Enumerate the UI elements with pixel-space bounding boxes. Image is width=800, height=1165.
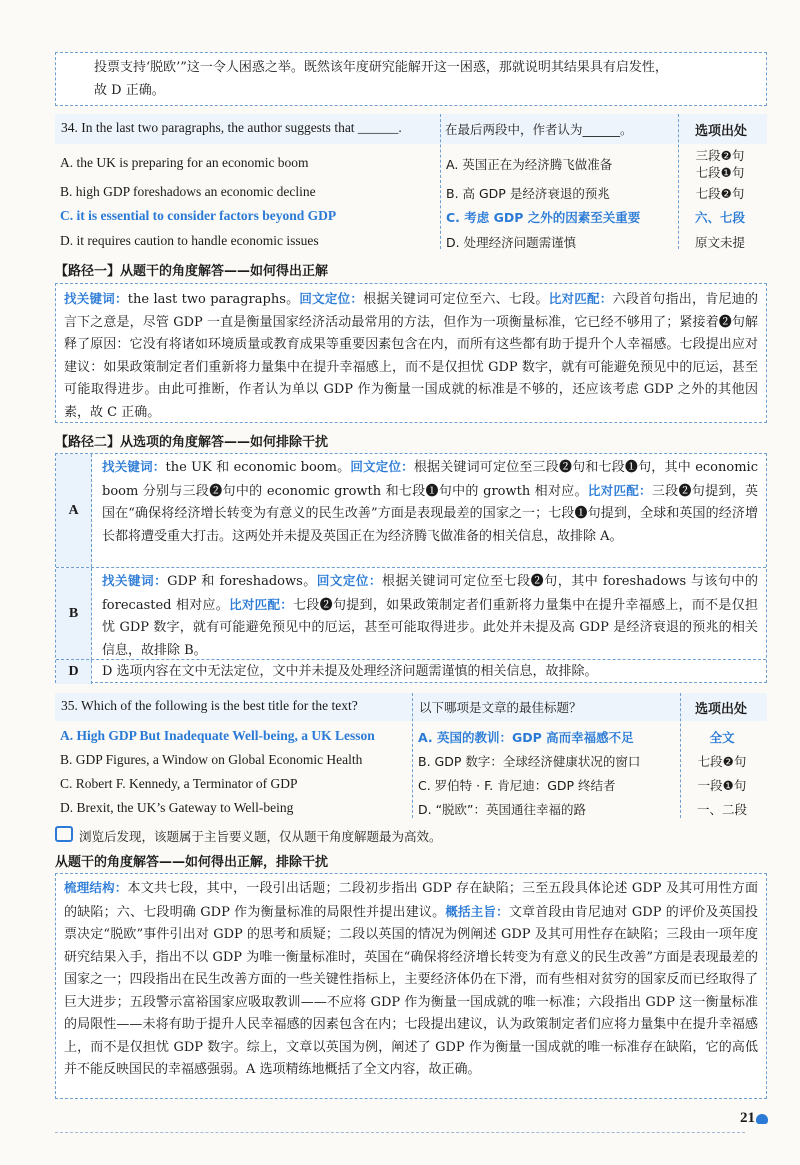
q35-option-c-cn: C. 罗伯特 · F. 肯尼迪：GDP 终结者 <box>418 778 616 793</box>
page-number: 21 <box>740 1110 755 1126</box>
row-b-kw3: 比对匹配： <box>229 596 294 612</box>
summary-t1: 本文共七段，其中，一段引出话题；二段初步指出 GDP 存在缺陷；三至五段具体论述 GDP 及其可用性方面的缺陷；六、七段明确 GDP 作为衡量标准的局限性并提出建议。 <box>64 881 758 920</box>
q35-divider <box>412 693 413 818</box>
q35-question-cn: 以下哪项是文章的最佳标题？ <box>419 700 582 715</box>
row-b-t3: 七段❷句提到，如果政策制定者们重新将力量集中在提升幸福感上，而不是仅担忧 GDP 数字，就有可能避免预见中的厄运，甚至可能取得进步。此处并未提及高 GDP 是经济衰退的预兆的相关信息，故排除 B。 <box>102 597 758 658</box>
summary-kw1: 梳理结构： <box>64 880 128 895</box>
page-mark-icon <box>756 1114 768 1124</box>
q35-option-a-cn: A. 英国的教训：GDP 高而幸福感不足 <box>418 730 634 745</box>
row-a-t1: the UK 和 economic boom。 <box>165 460 351 475</box>
path1-box <box>55 283 767 423</box>
path2-box <box>55 453 767 683</box>
path1-title: 【路径一】从题干的角度解答——如何得出正解 <box>55 264 329 279</box>
row-a-t3: 三段❷句提到，英国在“确保将经济增长转变为有意义的民生改善”方面是表现最差的国家之一；七段❶句提到，全球和英国的经济增长都将遭受重大打击。这两处并未提及英国正在为经济腾飞做准备的相关信息，故排除 A。 <box>102 483 758 544</box>
q34-option-b-en: B. high GDP foreshadows an economic decline <box>60 184 316 199</box>
summary-box <box>55 873 767 1099</box>
q34-option-c-src: 六、七段 <box>694 210 745 225</box>
summary-text <box>64 877 758 1082</box>
row-b-kw1: 找关键词： <box>102 573 168 588</box>
row-b-kw2: 回文定位： <box>316 573 382 588</box>
path3-title: 从题干的角度解答——如何得出正解，排除干扰 <box>55 855 329 870</box>
q35-question-en: 35. Which of the following is the best title for the text? <box>61 698 358 713</box>
q35-option-a-en: A. High GDP But Inadequate Well-being, a UK Lesson <box>60 728 375 743</box>
row-a-kw1: 找关键词： <box>102 459 166 474</box>
row-a-kw2: 回文定位： <box>350 459 414 474</box>
row-a-t2: 根据关键词可定位至三段❷句和七段❶句，其中 economic boom 分别与三段❷句中的 economic growth 和七段❶句中的 growth 相对应。 <box>102 460 758 499</box>
row-b-t1: GDP 和 foreshadows。 <box>167 574 317 589</box>
pointing-hand-icon <box>55 826 73 842</box>
row-a-label: A <box>56 454 92 567</box>
q35-header-row <box>55 693 767 721</box>
q35-divider-2 <box>680 693 681 818</box>
q35-option-d-cn: D. “脱欧”：英国通往幸福的路 <box>418 802 587 817</box>
q34-option-d-cn: D. 处理经济问题需谨慎 <box>446 235 577 250</box>
q35-option-d-src: 一、二段 <box>696 802 747 817</box>
bottom-divider <box>55 1132 745 1133</box>
q35-option-c-src: 一段❶句 <box>697 778 747 793</box>
q34-option-a-en: A. the UK is preparing for an economic boom <box>60 155 309 170</box>
q35-option-d-en: D. Brexit, the UK’s Gateway to Well-being <box>60 800 294 815</box>
q34-option-b-cn: B. 高 GDP 是经济衰退的预兆 <box>446 186 610 201</box>
note-line <box>55 826 442 845</box>
row-b-t2: 根据关键词可定位至七段❷句，其中 foreshadows 与该句中的 forecasted 相对应。 <box>102 574 758 613</box>
q34-divider <box>440 114 441 249</box>
q35-option-b-src: 七段❷句 <box>697 754 747 769</box>
q34-divider-2 <box>678 114 679 249</box>
q34-option-c-en: C. it is essential to consider factors beyond GDP <box>60 208 337 223</box>
q34-option-a-src2: 七段❶句 <box>695 165 745 180</box>
path1-kw1: 找关键词： <box>64 291 128 306</box>
row-d-text: D 选项内容在文中无法定位，文中并未提及处理经济问题需谨慎的相关信息，故排除。 <box>102 664 598 679</box>
q35-option-a-src: 全文 <box>709 730 735 745</box>
note-text: 浏览后发现，该题属于主旨要义题，仅从题干角度解题最为高效。 <box>79 829 442 844</box>
path2-row-b <box>56 567 766 660</box>
summary-t2: 文章首段由肯尼迪对 GDP 的评价及英国投票决定“脱欧”事件引出对 GDP 的思考和质疑；二段以英国的情况为例阐述 GDP 及其可用性存在缺陷；三段由一项年度研究结果入手，指出不以 GDP 为唯一衡量标准时，英国在“确保将经济增长转变为有意义的民生改善”方面是表现最差的国家之一；四段指出在民生改善方面的一些关键性指标上，主要经济体仍在下滑，而有些相对贫穷的国家反而已经取得了巨大进步；五段警示富裕国家应吸取教训——不应将 GDP 作为衡量一国成就的唯一标准；六段指出 GDP 这一衡量标准的局限性——未将有助于提升人民幸福感的因素包含在内；七段提出建议，认为政策制定者们应将力量集中在提升幸福感上，而不是仅担忧 GDP 数字。综上，文章以英国为例，阐述了 GDP 作为衡量一国成就的唯一标准存在缺陷，它的高低并不能反映国民的幸福感强弱。A 选项精练地概括了全文内容，故正确。 <box>64 904 758 1077</box>
row-d-label: D <box>56 660 92 684</box>
row-b-text <box>102 570 758 662</box>
path2-row-d <box>56 659 766 684</box>
q35-option-c-en: C. Robert F. Kennedy, a Terminator of GDP <box>60 776 298 791</box>
q34-option-d-en: D. it requires caution to handle economic issues <box>60 233 319 248</box>
q34-option-a-src: 三段❷句 <box>695 148 745 163</box>
path1-kw2: 回文定位： <box>299 291 364 306</box>
top-continuation-box <box>55 52 767 106</box>
summary-kw2: 概括主旨： <box>445 903 509 919</box>
q34-question-cn: 在最后两段中，作者认为______。 <box>445 122 633 137</box>
q34-header-row <box>55 114 767 144</box>
path1-kw3: 比对匹配： <box>548 291 613 306</box>
q34-option-a-cn: A. 英国正在为经济腾飞做准备 <box>446 157 613 172</box>
q35-option-b-en: B. GDP Figures, a Window on Global Economic Health <box>60 752 363 767</box>
top-line-2: 故 D 正确。 <box>94 83 165 98</box>
q34-source-header: 选项出处 <box>695 124 748 139</box>
path1-t3: 六段首句指出，肯尼迪的言下之意是，尽管 GDP 一直是衡量国家经济活动最常用的方法，但作为一项衡量标准，它已经不够用了；紧接着❷句解释了原因：它没有将诸如环境质量或教育成果等重要因素包含在内，而所有这些都有助于提升个人幸福感。七段提出应对建议：如果政策制定者们重新将力量集中在提升幸福感上，而不是仅担忧 GDP 数字，就有可能避免预见中的厄运，甚至可能取得进步。由此可推断，作者认为单以 GDP 作为衡量一国成就的标准是不够的，还应该考虑 GDP 之外的其他因素，故 C 正确。 <box>64 292 758 420</box>
top-line-1: 投票支持‘脱欧’”这一令人困惑之举。既然该年度研究能解开这一困惑，那就说明其结果具有启发性， <box>94 60 668 75</box>
path2-title: 【路径二】从选项的角度解答——如何排除干扰 <box>55 435 329 450</box>
path1-t2: 根据关键词可定位至六、七段。 <box>363 292 549 307</box>
q34-option-c-cn: C. 考虑 GDP 之外的因素至关重要 <box>446 210 641 225</box>
q34-question-en: 34. In the last two paragraphs, the author suggests that ______. <box>61 120 402 135</box>
path1-t1: the last two paragraphs。 <box>127 292 300 307</box>
q35-option-b-cn: B. GDP 数字：全球经济健康状况的窗口 <box>418 754 641 769</box>
row-b-label: B <box>56 568 92 660</box>
q35-source-header: 选项出处 <box>695 702 748 717</box>
row-a-kw3: 比对匹配： <box>587 482 652 498</box>
q34-option-d-src: 原文未提 <box>694 235 745 250</box>
row-a-text <box>102 456 758 548</box>
q34-option-b-src: 七段❷句 <box>695 186 745 201</box>
path1-text <box>64 288 758 424</box>
path2-row-a <box>56 454 766 567</box>
